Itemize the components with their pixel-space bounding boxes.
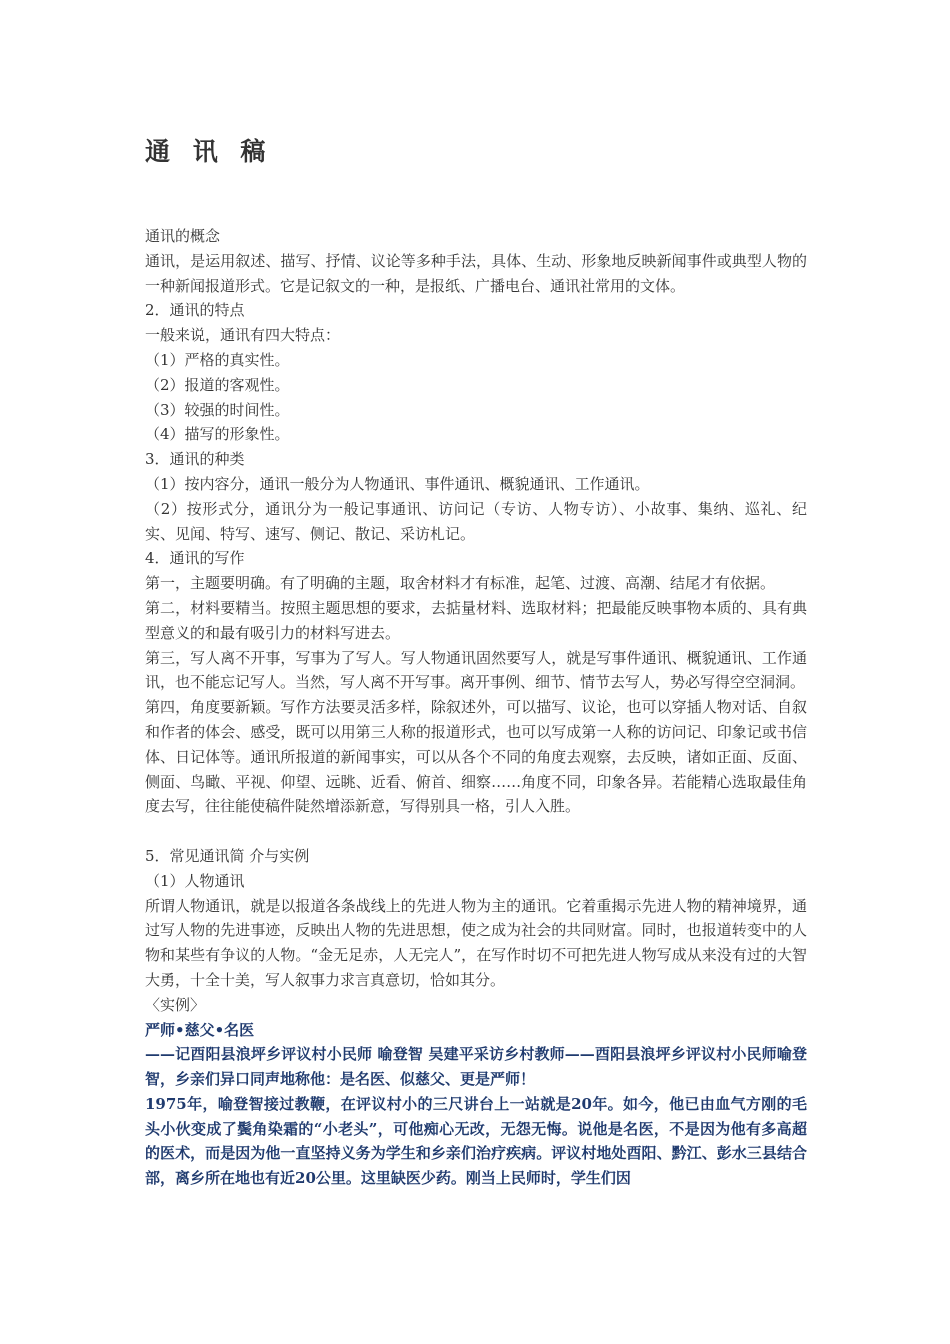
paragraph: （2）按形式分，通讯分为一般记事通讯、访问记（专访、人物专访）、小故事、集纳、巡礼、纪实、见闻、特写、速写、侧记、散记、采访札记。	[145, 499, 807, 543]
example-paragraph: 严师•慈父•名医	[145, 1020, 255, 1039]
paragraph: 通讯，是运用叙述、描写、抒情、议论等多种手法，具体、生动、形象地反映新闻事件或典型人物的一种新闻报道形式。它是记叙文的一种，是报纸、广播电台、通讯社常用的文体。	[145, 251, 807, 295]
paragraph: 〈实例〉	[145, 995, 206, 1014]
paragraph: （1）严格的真实性。	[145, 350, 290, 369]
paragraph: 一般来说，通讯有四大特点：	[145, 326, 341, 345]
paragraph: 第一，主题要明确。有了明确的主题，取舍材料才有标准，起笔、过渡、高潮、结尾才有依据。	[145, 574, 776, 593]
paragraph: 第三，写人离不开事，写事为了写人。写人物通讯固然要写人，就是写事件通讯、概貌通讯、工作通讯，也不能忘记写人。当然，写人离不开写事。离开事例、细节、情节去写人，势必写得空空洞洞。	[145, 648, 807, 692]
paragraph: 所谓人物通讯，就是以报道各条战线上的先进人物为主的通讯。它着重揭示先进人物的精神境界，通过写人物的先进事迹，反映出人物的先进思想，使之成为社会的共同财富。同时，也报道转变中的人物和某些有争议的人物。“金无足赤，人无完人”，在写作时切不可把先进人物写成从来没有过的大智大勇，十全十美，写人叙事力求言真意切，恰如其分。	[145, 896, 807, 989]
paragraph: （4）描写的形象性。	[145, 425, 290, 444]
paragraph: 2．通讯的特点	[145, 301, 245, 320]
example-paragraph: 1975年，喻登智接过教鞭，在评议村小的三尺讲台上一站就是20年。如今，他已由血气方刚的毛头小伙变成了鬓角染霜的“小老头”，可他痴心无改，无怨无悔。说他是名医，不是因为他有多高超的医术，而是因为他一直坚持义务为学生和乡亲们治疗疾病。评议村地处酉阳、黔江、彭水三县结合部，离乡所在地也有近20公里。这里缺医少药。刚当上民师时，学生们因	[145, 1094, 807, 1188]
paragraph: 通讯的概念	[145, 227, 221, 245]
paragraph: （1）按内容分，通讯一般分为人物通讯、事件通讯、概貌通讯、工作通讯。	[145, 474, 650, 493]
paragraph: 5．常见通讯简 介与实例	[145, 846, 310, 865]
paragraph: 3．通讯的种类	[145, 450, 245, 469]
paragraph: 4．通讯的写作	[145, 549, 245, 568]
example-paragraph: ——记酉阳县浪坪乡评议村小民师 喻登智 吴建平采访乡村教师——酉阳县浪坪乡评议村小民师喻登智，乡亲们异口同声地称他：是名医、似慈父、更是严师！	[145, 1045, 807, 1089]
document-body	[145, 224, 807, 1191]
paragraph: （1）人物通讯	[145, 871, 245, 890]
paragraph: 第二，材料要精当。按照主题思想的要求，去掂量材料、选取材料；把最能反映事物本质的、具有典型意义的和最有吸引力的材料写进去。	[145, 598, 807, 642]
paragraph: 第四，角度要新颖。写作方法要灵活多样，除叙述外，可以描写、议论，也可以穿插人物对话、自叙和作者的体会、感受，既可以用第三人称的报道形式，也可以写成第一人称的访问记、印象记或书信体、日记体等。通讯所报道的新闻事实，可以从各个不同的角度去观察，去反映，诸如正面、反面、侧面、鸟瞰、平视、仰望、远眺、近看、俯首、细察……角度不同，印象各异。若能精心选取最佳角度去写，往往能使稿件陡然增添新意，写得别具一格，引人入胜。	[145, 698, 807, 816]
document-title: 通 讯 稿	[145, 137, 273, 166]
blank-line	[145, 819, 807, 844]
paragraph: （2）报道的客观性。	[145, 375, 290, 394]
paragraph: （3）较强的时间性。	[145, 400, 290, 419]
